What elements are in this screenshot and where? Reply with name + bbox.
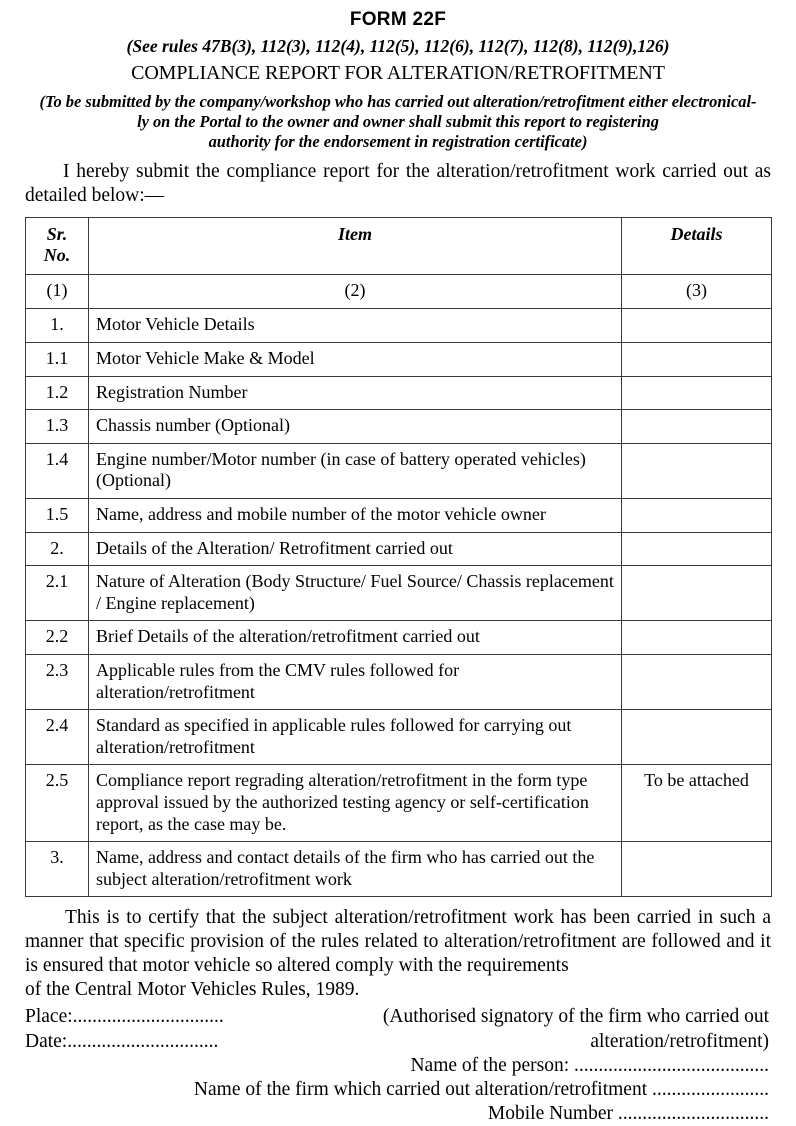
column-number-1: (1) bbox=[26, 274, 89, 309]
row-sr-no: 1.2 bbox=[26, 376, 89, 410]
date-field[interactable]: Date:............................... bbox=[25, 1030, 219, 1052]
row-item-text: Motor Vehicle Make & Model bbox=[89, 343, 622, 377]
row-details[interactable] bbox=[622, 654, 772, 709]
row-item-text: Engine number/Motor number (in case of battery operated vehicles) (Optional) bbox=[89, 443, 622, 498]
row-item-text: Registration Number bbox=[89, 376, 622, 410]
table-row bbox=[26, 842, 772, 897]
authorised-signatory-line-1: (Authorised signatory of the firm who carried out bbox=[382, 1006, 769, 1028]
page-title: FORM 22F bbox=[349, 9, 447, 30]
row-sr-no: 2.4 bbox=[26, 710, 89, 765]
row-item-text: Standard as specified in applicable rules followed for carrying out alteration/retrofitment bbox=[89, 710, 622, 765]
table-row bbox=[26, 654, 772, 709]
row-sr-no: 1.5 bbox=[26, 498, 89, 532]
column-header-sr-no: Sr. No. bbox=[26, 217, 89, 274]
row-item-text: Name, address and contact details of the firm who has carried out the subject alteration/retrofitment work bbox=[89, 842, 622, 897]
table-row bbox=[26, 498, 772, 532]
row-details[interactable] bbox=[622, 309, 772, 343]
row-item-text: Compliance report regrading alteration/retrofitment in the form type approval issued by the authorized testing agency or self-certification report, as the case may be. bbox=[89, 765, 622, 842]
row-sr-no: 2. bbox=[26, 532, 89, 566]
table-row bbox=[26, 621, 772, 655]
row-item-text: Name, address and mobile number of the motor vehicle owner bbox=[89, 498, 622, 532]
row-details[interactable] bbox=[622, 532, 772, 566]
certification-text: This is to certify that the subject alteration/retrofitment work has been carried in such a manner that specific provision of the rules related to alteration/retrofitment are followed and it is ensured that motor vehicle so altered comply with the requirements bbox=[25, 907, 771, 976]
table-row bbox=[26, 765, 772, 842]
row-details[interactable] bbox=[622, 621, 772, 655]
column-number-2: (2) bbox=[89, 274, 622, 309]
name-of-firm-field[interactable]: Name of the firm which carried out alteration/retrofitment ........................ bbox=[193, 1078, 769, 1100]
row-sr-no: 3. bbox=[26, 842, 89, 897]
row-details[interactable]: To be attached bbox=[622, 765, 772, 842]
row-item-text: Chassis number (Optional) bbox=[89, 410, 622, 444]
table-row bbox=[26, 376, 772, 410]
row-sr-no: 1.3 bbox=[26, 410, 89, 444]
row-sr-no: 1. bbox=[26, 309, 89, 343]
column-header-item: Item bbox=[89, 217, 622, 274]
submission-instructions bbox=[25, 92, 771, 152]
row-details[interactable] bbox=[622, 842, 772, 897]
row-item-text: Motor Vehicle Details bbox=[89, 309, 622, 343]
submission-instructions-line-1: (To be submitted by the company/workshop who has carried out alteration/retrofitment either electronical- bbox=[39, 92, 757, 112]
mobile-number-field[interactable]: Mobile Number ............................... bbox=[487, 1103, 769, 1125]
place-field[interactable]: Place:............................... bbox=[25, 1006, 224, 1028]
authorised-signatory-group bbox=[325, 1005, 771, 1053]
row-details[interactable] bbox=[622, 498, 772, 532]
authorised-signatory-line-2: alteration/retrofitment) bbox=[590, 1030, 769, 1052]
table-row bbox=[26, 309, 772, 343]
row-sr-no: 2.5 bbox=[26, 765, 89, 842]
rules-reference-line: (See rules 47B(3), 112(3), 112(4), 112(5), 112(6), 112(7), 112(8), 112(9),126) bbox=[126, 35, 670, 56]
name-of-person-field[interactable]: Name of the person: ........................................ bbox=[410, 1054, 769, 1076]
table-body bbox=[26, 217, 772, 897]
row-sr-no: 2.3 bbox=[26, 654, 89, 709]
table-row bbox=[26, 710, 772, 765]
row-item-text: Brief Details of the alteration/retrofitment carried out bbox=[89, 621, 622, 655]
table-row bbox=[26, 443, 772, 498]
column-header-details: Details bbox=[622, 217, 772, 274]
row-sr-no: 1.1 bbox=[26, 343, 89, 377]
certification-last-line: of the Central Motor Vehicles Rules, 1989. bbox=[25, 978, 360, 1000]
row-item-text: Details of the Alteration/ Retrofitment carried out bbox=[89, 532, 622, 566]
table-row bbox=[26, 410, 772, 444]
compliance-details-table bbox=[25, 217, 772, 898]
report-heading: COMPLIANCE REPORT FOR ALTERATION/RETROFITMENT bbox=[131, 62, 665, 85]
row-details[interactable] bbox=[622, 410, 772, 444]
row-details[interactable] bbox=[622, 343, 772, 377]
row-item-text: Nature of Alteration (Body Structure/ Fuel Source/ Chassis replacement / Engine replacement) bbox=[89, 566, 622, 621]
row-sr-no: 1.4 bbox=[26, 443, 89, 498]
row-item-text: Applicable rules from the CMV rules followed for alteration/retrofitment bbox=[89, 654, 622, 709]
column-number-3: (3) bbox=[622, 274, 772, 309]
row-details[interactable] bbox=[622, 376, 772, 410]
row-details[interactable] bbox=[622, 710, 772, 765]
table-header-row bbox=[26, 217, 772, 274]
table-row bbox=[26, 532, 772, 566]
intro-paragraph: I hereby submit the compliance report for the alteration/retrofitment work carried out as detailed below:— bbox=[25, 161, 771, 206]
table-row bbox=[26, 343, 772, 377]
row-details[interactable] bbox=[622, 566, 772, 621]
certification-paragraph bbox=[25, 906, 771, 1001]
submission-instructions-line-3: authority for the endorsement in registration certificate) bbox=[208, 132, 588, 152]
row-sr-no: 2.2 bbox=[26, 621, 89, 655]
signature-block bbox=[25, 1005, 771, 1126]
table-row bbox=[26, 566, 772, 621]
submission-instructions-line-2: ly on the Portal to the owner and owner shall submit this report to registering bbox=[137, 112, 659, 132]
place-date-signatory-row bbox=[25, 1005, 771, 1053]
table-column-number-row bbox=[26, 274, 772, 309]
row-details[interactable] bbox=[622, 443, 772, 498]
row-sr-no: 2.1 bbox=[26, 566, 89, 621]
place-date-group bbox=[25, 1005, 325, 1053]
